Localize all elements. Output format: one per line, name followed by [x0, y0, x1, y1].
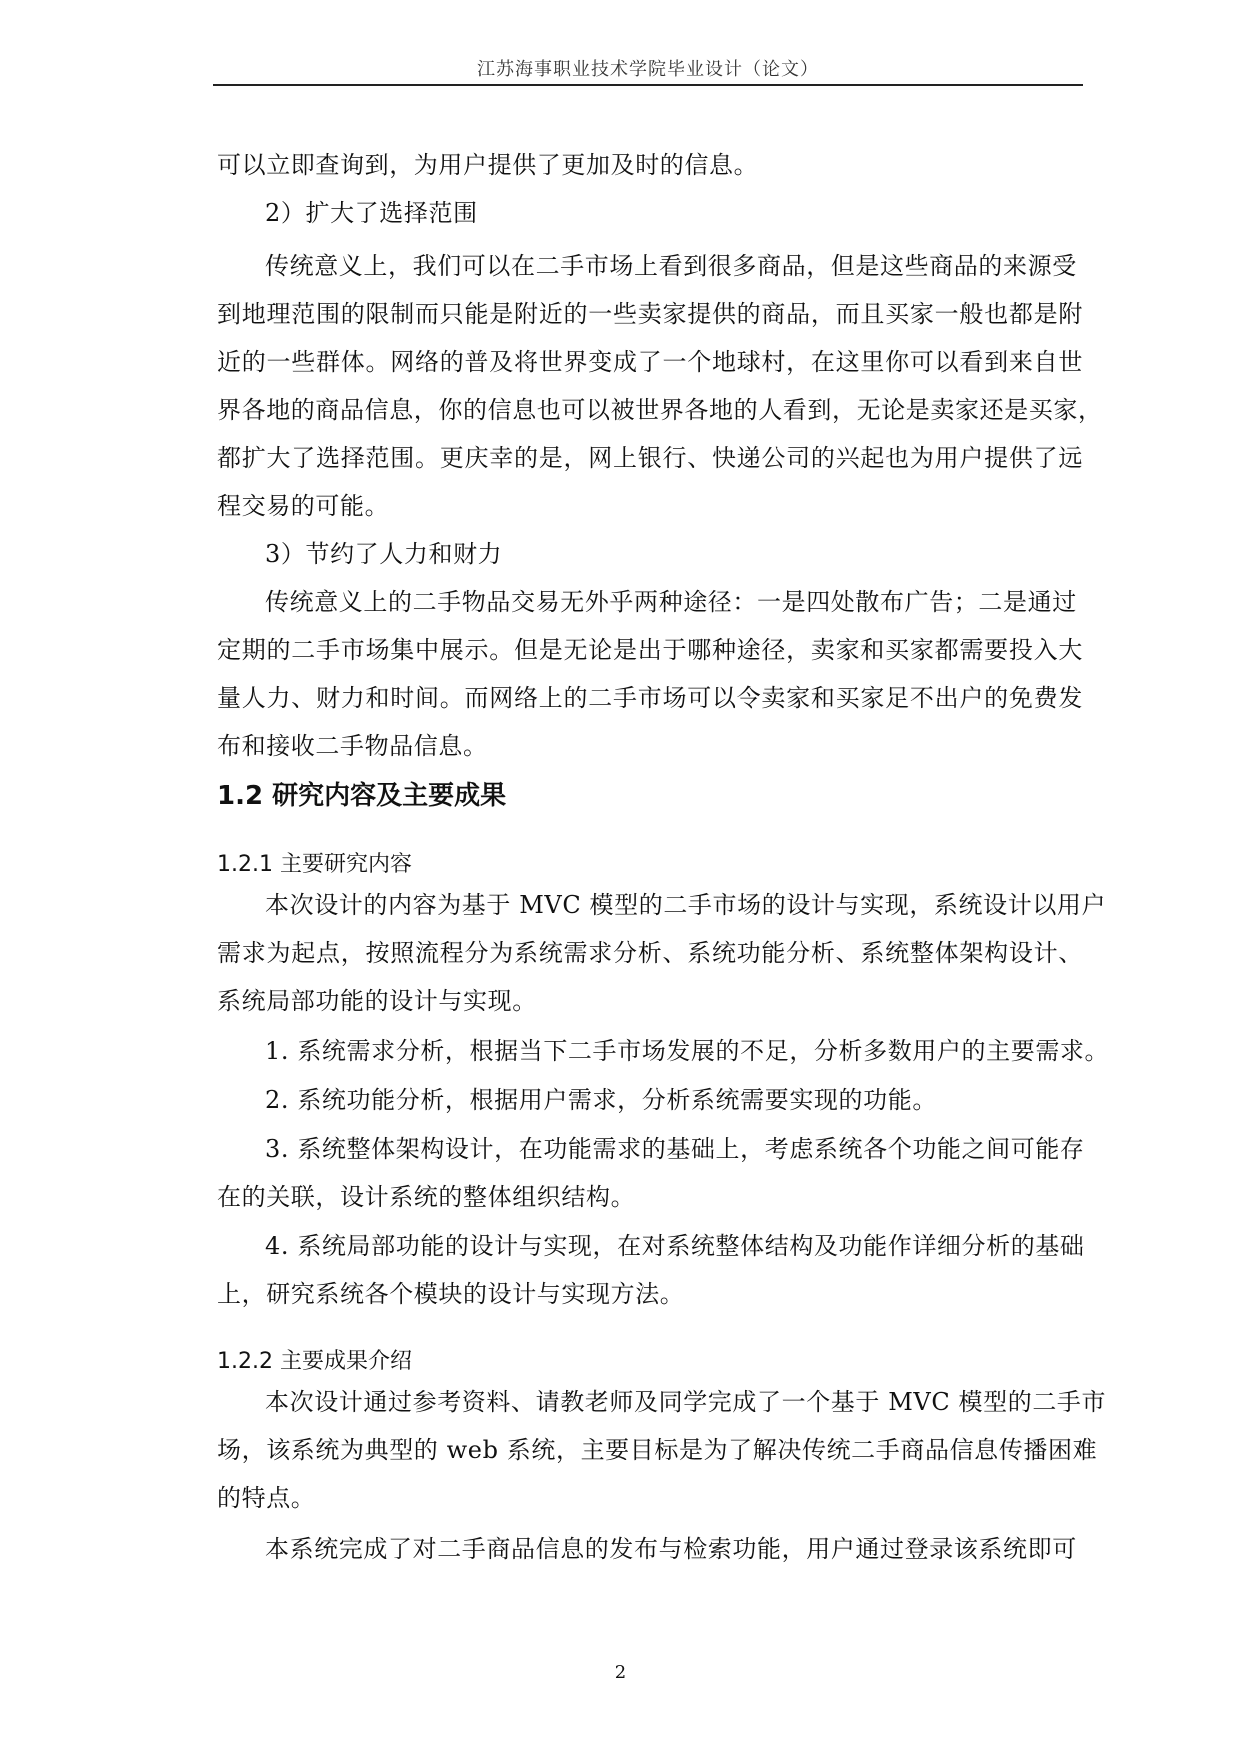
list-item: 3. 系统整体架构设计，在功能需求的基础上，考虑系统各个功能之间可能存	[265, 1135, 1085, 1163]
paragraph-line: 都扩大了选择范围。更庆幸的是，网上银行、快递公司的兴起也为用户提供了远	[217, 444, 1083, 472]
list-item: 1. 系统需求分析，根据当下二手市场发展的不足，分析多数用户的主要需求。	[265, 1037, 1110, 1065]
paragraph-line: 近的一些群体。网络的普及将世界变成了一个地球村，在这里你可以看到来自世	[217, 348, 1083, 376]
list-item-title: 2）扩大了选择范围	[265, 199, 478, 227]
paragraph-line: 本系统完成了对二手商品信息的发布与检索功能，用户通过登录该系统即可	[265, 1535, 1077, 1563]
list-item-title: 3）节约了人力和财力	[265, 540, 503, 568]
paragraph-line: 布和接收二手物品信息。	[217, 732, 488, 760]
list-item-continuation: 在的关联，设计系统的整体组织结构。	[217, 1183, 636, 1211]
list-item: 4. 系统局部功能的设计与实现，在对系统整体结构及功能作详细分析的基础	[265, 1232, 1085, 1260]
paragraph-line: 需求为起点，按照流程分为系统需求分析、系统功能分析、系统整体架构设计、	[217, 939, 1083, 967]
paragraph-line: 定期的二手市场集中展示。但是无论是出于哪种途径，卖家和买家都需要投入大	[217, 636, 1083, 664]
paragraph-line: 传统意义上的二手物品交易无外乎两种途径：一是四处散布广告；二是通过	[265, 588, 1077, 616]
header-rule	[213, 84, 1083, 86]
list-item: 2. 系统功能分析，根据用户需求，分析系统需要实现的功能。	[265, 1086, 937, 1114]
paragraph-line: 界各地的商品信息，你的信息也可以被世界各地的人看到，无论是卖家还是买家，	[217, 396, 1103, 424]
paragraph-line: 的特点。	[217, 1484, 316, 1512]
paragraph-line: 本次设计的内容为基于 MVC 模型的二手市场的设计与实现，系统设计以用户	[265, 891, 1107, 919]
running-header: 江苏海事职业技术学院毕业设计（论文）	[477, 59, 819, 80]
paragraph-line: 到地理范围的限制而只能是附近的一些卖家提供的商品，而且买家一般也都是附	[217, 300, 1083, 328]
list-item-continuation: 上，研究系统各个模块的设计与实现方法。	[217, 1280, 685, 1308]
paragraph-line: 量人力、财力和时间。而网络上的二手市场可以令卖家和买家足不出户的免费发	[217, 684, 1083, 712]
paragraph-line: 可以立即查询到，为用户提供了更加及时的信息。	[217, 151, 759, 179]
paragraph-line: 系统局部功能的设计与实现。	[217, 987, 537, 1015]
page-number: 2	[614, 1662, 627, 1683]
paragraph-line: 传统意义上，我们可以在二手市场上看到很多商品，但是这些商品的来源受	[265, 252, 1077, 280]
paragraph-line: 场，该系统为典型的 web 系统，主要目标是为了解决传统二手商品信息传播困难	[217, 1436, 1098, 1464]
section-heading: 1.2 研究内容及主要成果	[217, 781, 507, 811]
paragraph-line: 程交易的可能。	[217, 492, 390, 520]
subsection-heading: 1.2.2 主要成果介绍	[217, 1349, 412, 1374]
paragraph-line: 本次设计通过参考资料、请教老师及同学完成了一个基于 MVC 模型的二手市	[265, 1388, 1107, 1416]
subsection-heading: 1.2.1 主要研究内容	[217, 852, 412, 877]
